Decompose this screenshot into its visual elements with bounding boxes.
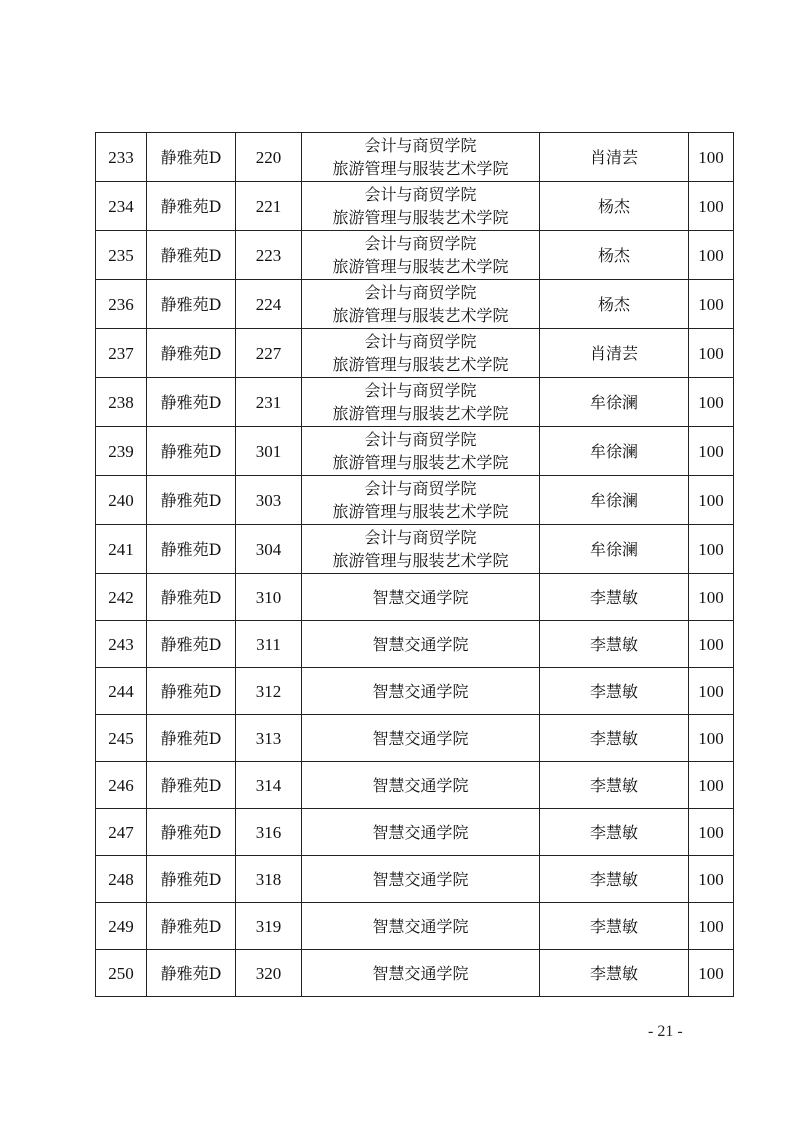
college-cell [302,762,540,809]
row-number-cell: 245 [96,715,147,762]
building-cell: 静雅苑D [147,182,236,231]
room-number-cell: 301 [236,427,302,476]
college-line: 旅游管理与服装艺术学院 [332,306,509,325]
person-cell: 牟徐澜 [540,378,689,427]
table-row [96,231,734,280]
college-line: 旅游管理与服装艺术学院 [332,355,509,374]
person-cell: 李慧敏 [540,809,689,856]
row-number-cell: 248 [96,856,147,903]
table-row [96,668,734,715]
score-cell: 100 [689,378,734,427]
building-cell: 静雅苑D [147,280,236,329]
college-line: 智慧交通学院 [372,869,469,889]
college-cell [302,476,540,525]
college-cell [302,856,540,903]
college-line: 智慧交通学院 [372,963,469,983]
college-cell [302,903,540,950]
score-cell: 100 [689,476,734,525]
row-number-cell: 246 [96,762,147,809]
college-line: 会计与商贸学院 [364,185,477,204]
college-line: 智慧交通学院 [372,681,469,701]
row-number-cell: 250 [96,950,147,997]
college-line: 会计与商贸学院 [364,234,477,253]
college-line: 会计与商贸学院 [364,430,477,449]
college-line: 智慧交通学院 [372,587,469,607]
college-line: 智慧交通学院 [372,728,469,748]
person-cell: 牟徐澜 [540,427,689,476]
room-number-cell: 316 [236,809,302,856]
college-cell [302,231,540,280]
college-cell [302,621,540,668]
room-number-cell: 310 [236,574,302,621]
college-line: 会计与商贸学院 [364,283,477,302]
room-number-cell: 313 [236,715,302,762]
table-row [96,809,734,856]
table-row [96,621,734,668]
college-cell [302,809,540,856]
table-row [96,574,734,621]
person-cell: 李慧敏 [540,762,689,809]
college-cell [302,525,540,574]
page-number: - 21 - [648,1023,683,1040]
building-cell: 静雅苑D [147,762,236,809]
row-number-cell: 237 [96,329,147,378]
dorm-inspection-table [95,132,734,997]
building-cell: 静雅苑D [147,231,236,280]
room-number-cell: 320 [236,950,302,997]
person-cell: 牟徐澜 [540,476,689,525]
row-number-cell: 235 [96,231,147,280]
score-cell: 100 [689,280,734,329]
building-cell: 静雅苑D [147,903,236,950]
room-number-cell: 223 [236,231,302,280]
building-cell: 静雅苑D [147,668,236,715]
college-cell [302,133,540,182]
building-cell: 静雅苑D [147,476,236,525]
room-number-cell: 319 [236,903,302,950]
college-line: 会计与商贸学院 [364,381,477,400]
college-cell [302,427,540,476]
person-cell: 李慧敏 [540,574,689,621]
room-number-cell: 220 [236,133,302,182]
person-cell: 杨杰 [540,231,689,280]
table-row [96,329,734,378]
college-line: 旅游管理与服装艺术学院 [332,453,509,472]
college-line: 旅游管理与服装艺术学院 [332,404,509,423]
table-row [96,378,734,427]
room-number-cell: 314 [236,762,302,809]
score-cell: 100 [689,182,734,231]
row-number-cell: 249 [96,903,147,950]
college-line: 会计与商贸学院 [364,479,477,498]
table-row [96,856,734,903]
person-cell: 李慧敏 [540,715,689,762]
table-row [96,476,734,525]
building-cell: 静雅苑D [147,856,236,903]
college-line: 智慧交通学院 [372,822,469,842]
table-body [96,133,734,997]
room-number-cell: 227 [236,329,302,378]
score-cell: 100 [689,525,734,574]
building-cell: 静雅苑D [147,427,236,476]
score-cell: 100 [689,809,734,856]
room-number-cell: 221 [236,182,302,231]
row-number-cell: 247 [96,809,147,856]
college-line: 旅游管理与服装艺术学院 [332,159,509,178]
score-cell: 100 [689,329,734,378]
score-cell: 100 [689,762,734,809]
college-line: 智慧交通学院 [372,775,469,795]
room-number-cell: 311 [236,621,302,668]
person-cell: 李慧敏 [540,621,689,668]
row-number-cell: 234 [96,182,147,231]
table-row [96,715,734,762]
score-cell: 100 [689,621,734,668]
row-number-cell: 239 [96,427,147,476]
table-row [96,903,734,950]
room-number-cell: 224 [236,280,302,329]
row-number-cell: 242 [96,574,147,621]
row-number-cell: 243 [96,621,147,668]
score-cell: 100 [689,715,734,762]
score-cell: 100 [689,903,734,950]
table-row [96,133,734,182]
college-cell [302,280,540,329]
college-line: 智慧交通学院 [372,916,469,936]
person-cell: 肖清芸 [540,329,689,378]
college-cell [302,182,540,231]
room-number-cell: 304 [236,525,302,574]
building-cell: 静雅苑D [147,621,236,668]
building-cell: 静雅苑D [147,133,236,182]
person-cell: 杨杰 [540,280,689,329]
person-cell: 李慧敏 [540,668,689,715]
score-cell: 100 [689,856,734,903]
building-cell: 静雅苑D [147,329,236,378]
table-row [96,762,734,809]
college-cell [302,668,540,715]
room-number-cell: 303 [236,476,302,525]
college-line: 旅游管理与服装艺术学院 [332,551,509,570]
row-number-cell: 233 [96,133,147,182]
building-cell: 静雅苑D [147,715,236,762]
score-cell: 100 [689,133,734,182]
person-cell: 李慧敏 [540,903,689,950]
person-cell: 杨杰 [540,182,689,231]
building-cell: 静雅苑D [147,525,236,574]
college-line: 旅游管理与服装艺术学院 [332,257,509,276]
college-cell [302,378,540,427]
table-row [96,280,734,329]
score-cell: 100 [689,574,734,621]
room-number-cell: 231 [236,378,302,427]
college-line: 智慧交通学院 [372,634,469,654]
score-cell: 100 [689,427,734,476]
table-row [96,427,734,476]
person-cell: 牟徐澜 [540,525,689,574]
college-cell [302,950,540,997]
college-line: 会计与商贸学院 [364,528,477,547]
score-cell: 100 [689,668,734,715]
row-number-cell: 240 [96,476,147,525]
row-number-cell: 241 [96,525,147,574]
row-number-cell: 236 [96,280,147,329]
row-number-cell: 244 [96,668,147,715]
room-number-cell: 318 [236,856,302,903]
building-cell: 静雅苑D [147,574,236,621]
person-cell: 李慧敏 [540,856,689,903]
college-line: 会计与商贸学院 [364,136,477,155]
score-cell: 100 [689,950,734,997]
building-cell: 静雅苑D [147,378,236,427]
person-cell: 肖清芸 [540,133,689,182]
table-row [96,182,734,231]
building-cell: 静雅苑D [147,809,236,856]
score-cell: 100 [689,231,734,280]
college-cell [302,715,540,762]
person-cell: 李慧敏 [540,950,689,997]
college-cell [302,329,540,378]
room-number-cell: 312 [236,668,302,715]
table-row [96,950,734,997]
college-line: 会计与商贸学院 [364,332,477,351]
table-row [96,525,734,574]
college-line: 旅游管理与服装艺术学院 [332,208,509,227]
building-cell: 静雅苑D [147,950,236,997]
row-number-cell: 238 [96,378,147,427]
college-cell [302,574,540,621]
college-line: 旅游管理与服装艺术学院 [332,502,509,521]
